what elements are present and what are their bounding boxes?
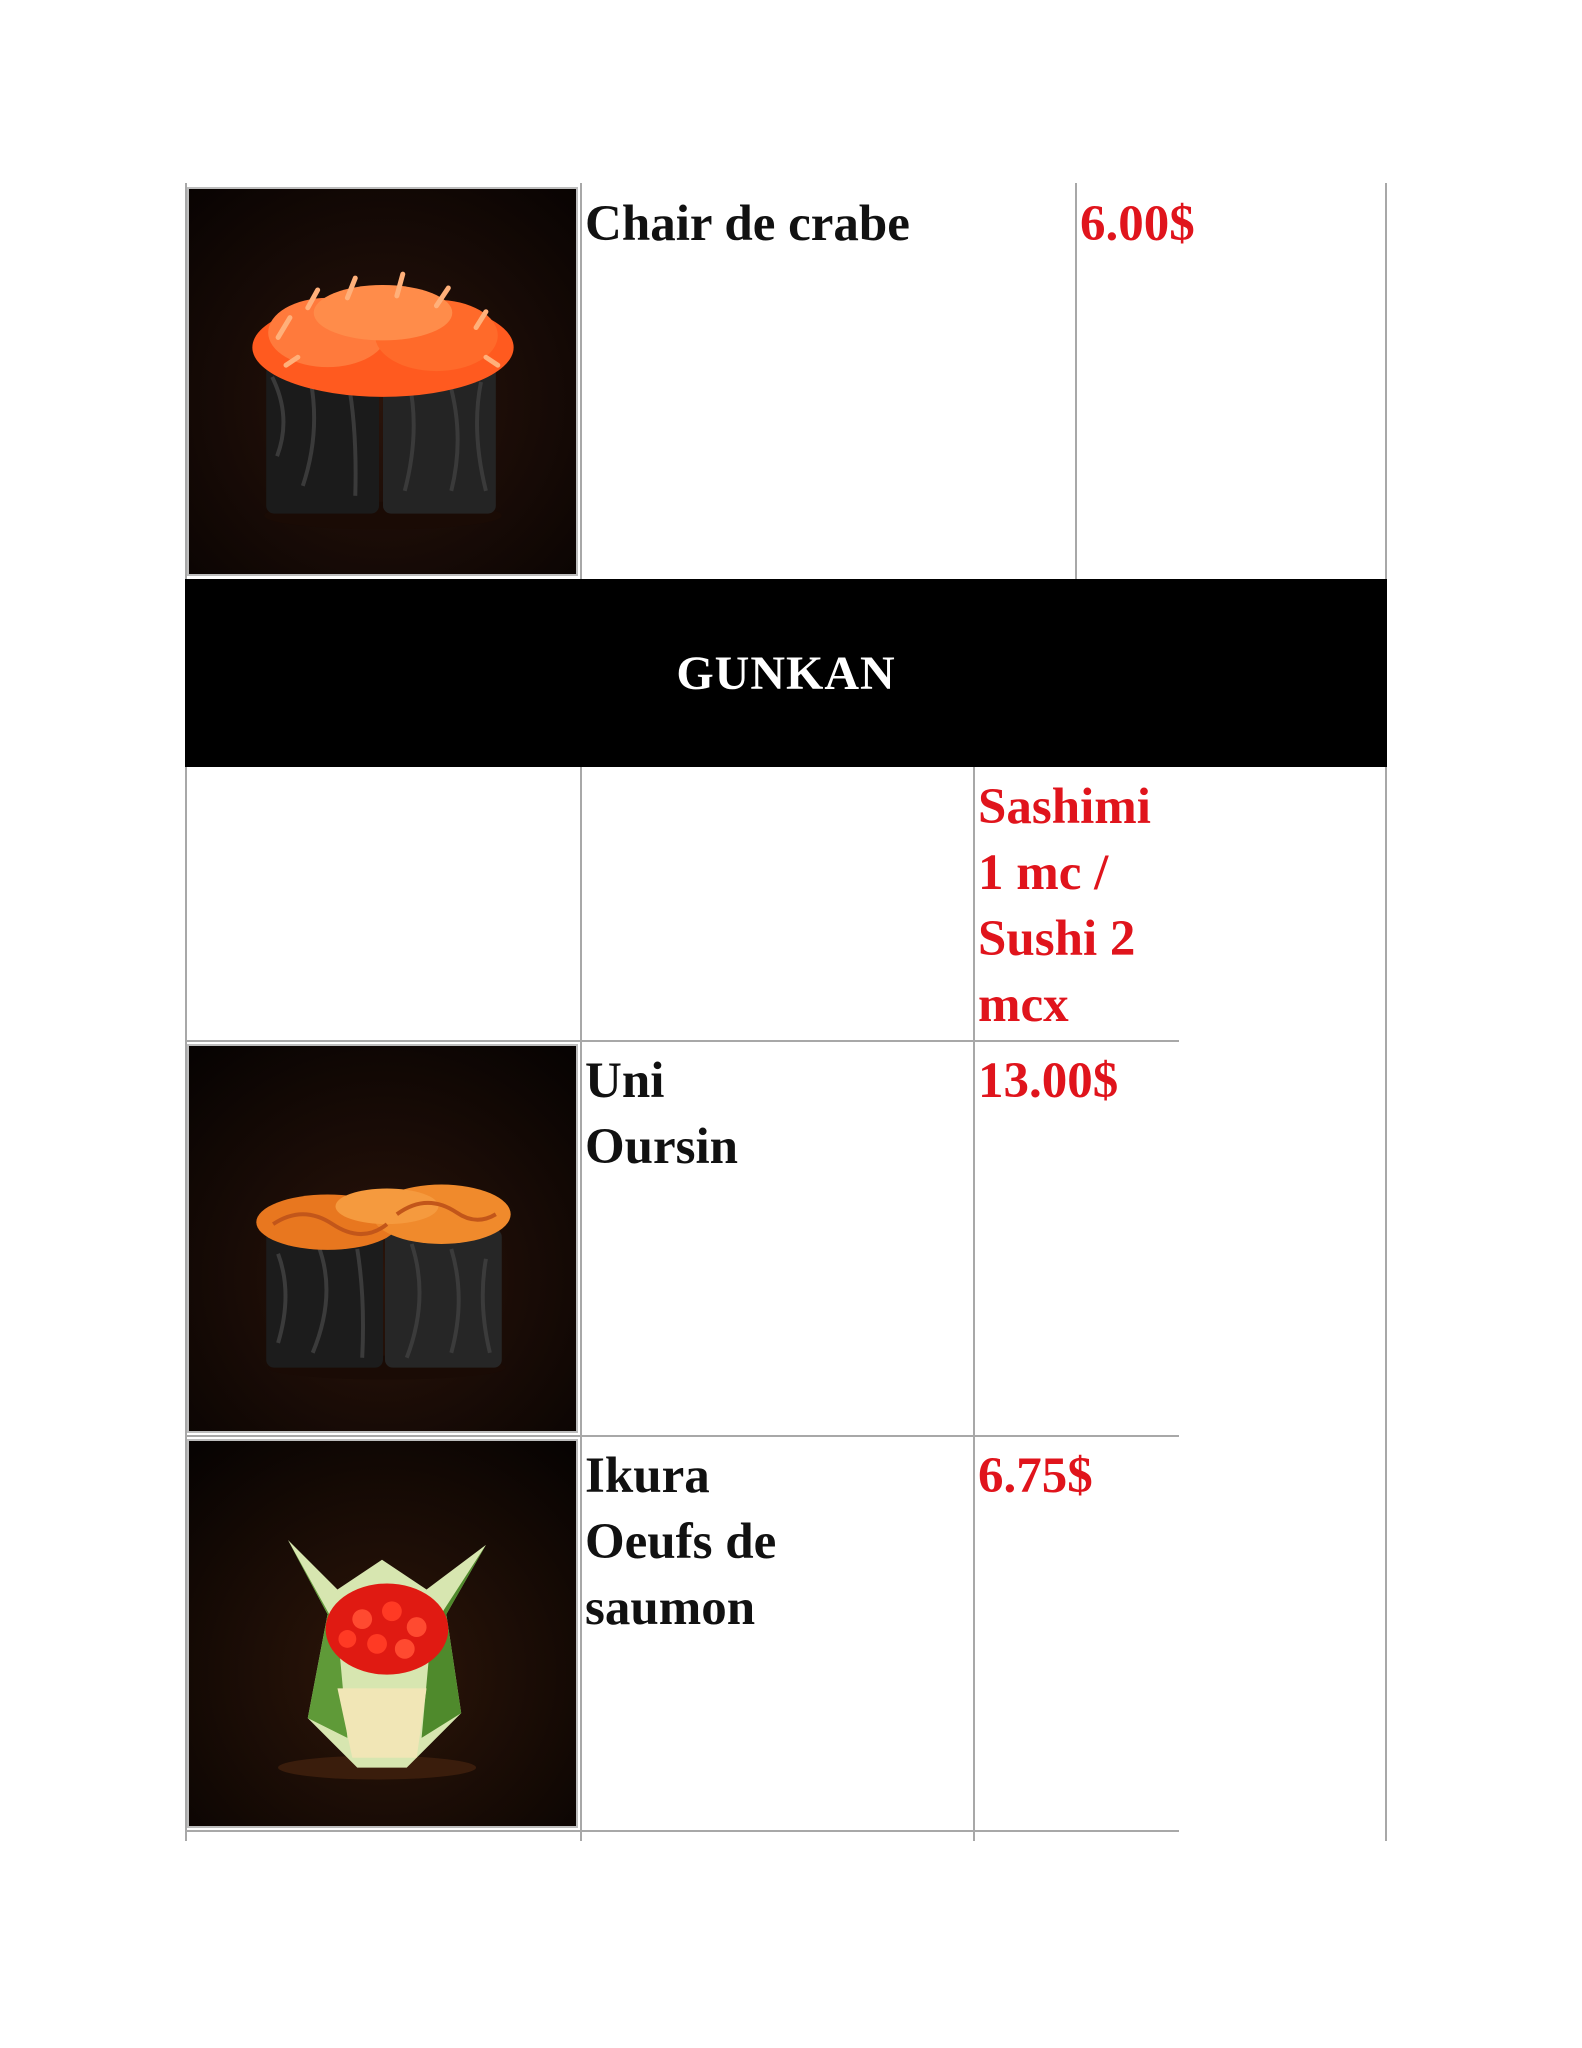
section-banner [185, 579, 1387, 767]
price-header: Sashimi 1 mc / Sushi 2 mcx [978, 779, 1151, 1033]
ikura-cucumber-photo [187, 1439, 578, 1828]
table-border [973, 767, 975, 1841]
item-price: 6.75$ [978, 1448, 1093, 1504]
item-price: 13.00$ [978, 1053, 1119, 1109]
item-name: Ikura Oeufs de saumon [585, 1448, 777, 1636]
item-price: 6.00$ [1080, 196, 1195, 252]
table-border [1075, 183, 1077, 581]
item-name: Chair de crabe [585, 196, 910, 252]
table-border [185, 1040, 1179, 1042]
section-title: GUNKAN [676, 646, 896, 700]
table-border [580, 183, 582, 581]
table-border [185, 1435, 1179, 1437]
table-border [1385, 183, 1387, 581]
table-border [1385, 767, 1387, 1841]
item-name: Uni Oursin [585, 1053, 739, 1175]
crab-gunkan-photo [187, 187, 578, 576]
table-border [580, 767, 582, 1841]
uni-gunkan-photo [187, 1044, 578, 1433]
table-border [185, 1830, 1179, 1832]
